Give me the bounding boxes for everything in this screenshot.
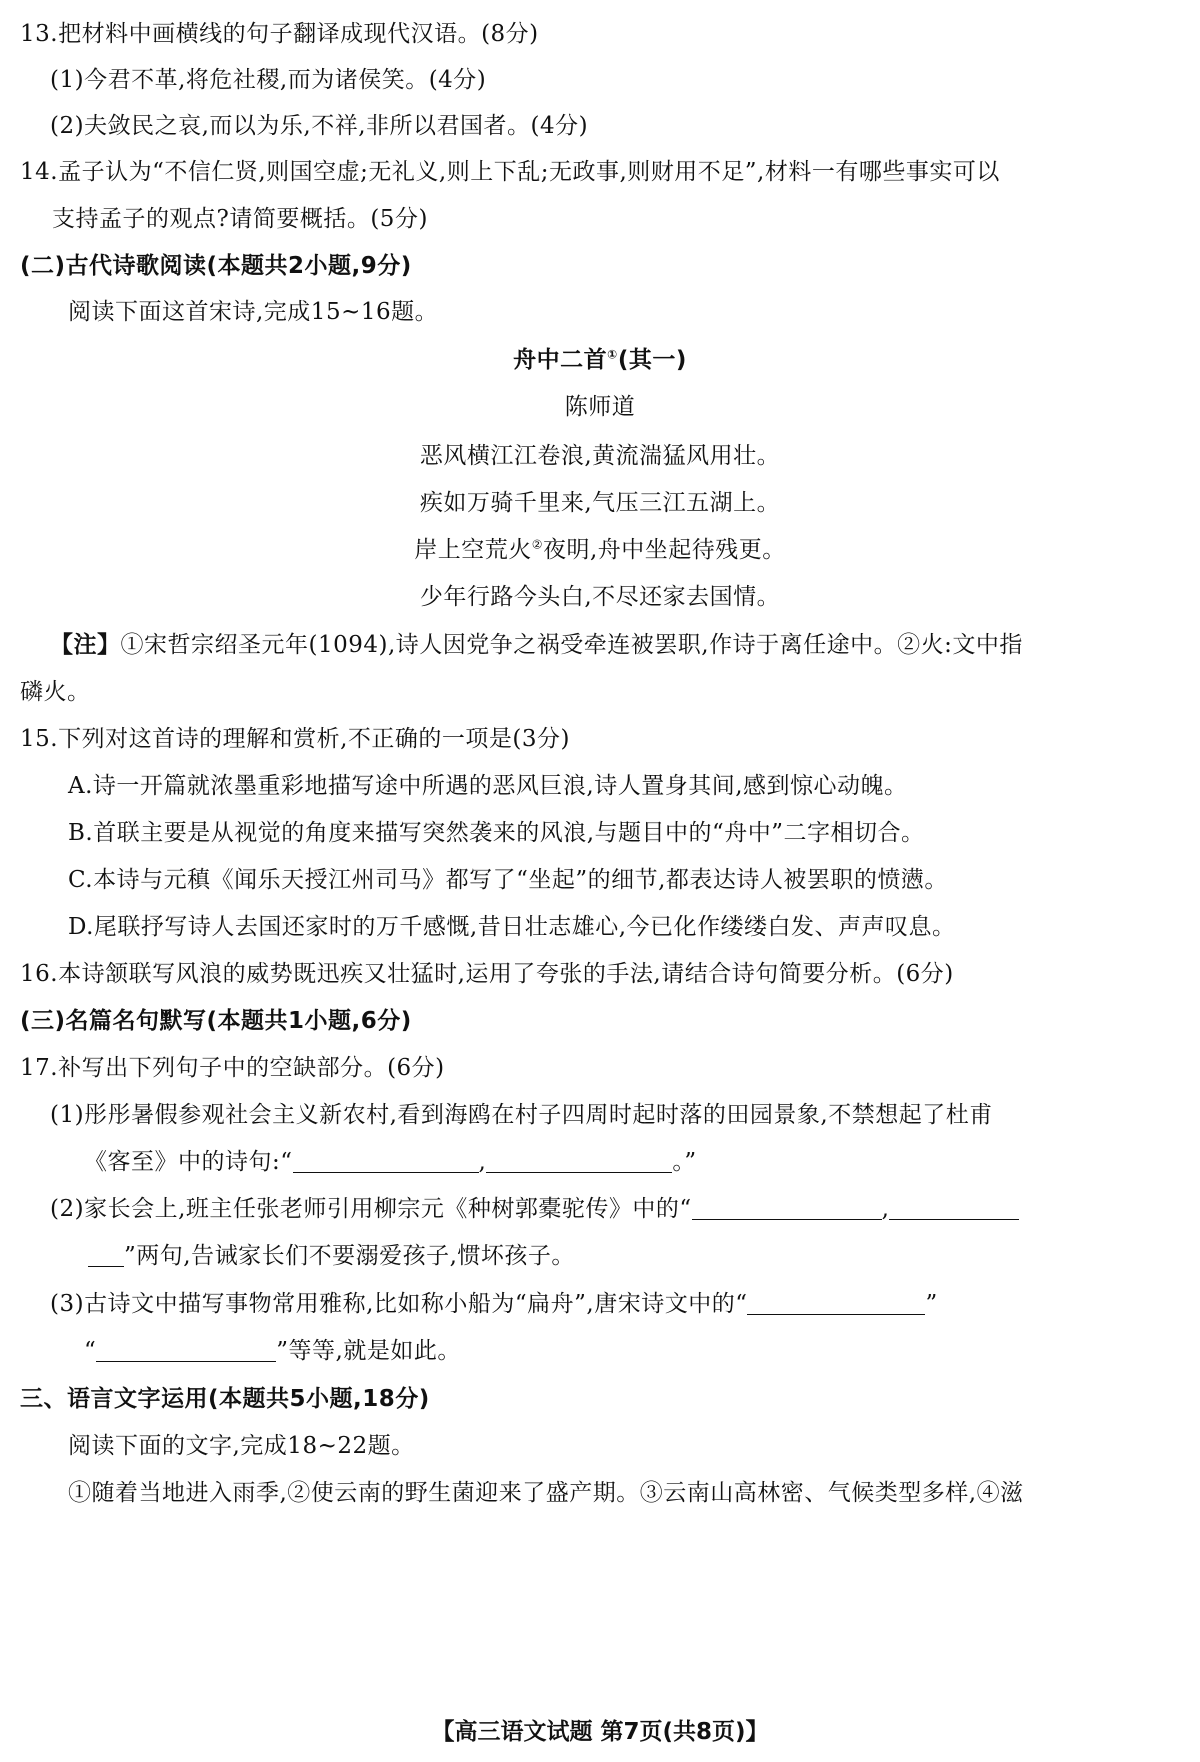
q17-sub2-line1	[50, 1193, 1019, 1225]
q17-stem: 17.补写出下列句子中的空缺部分。(6分)	[20, 1055, 445, 1081]
q17-sub2-suffix: ”两句,告诫家长们不要溺爱孩子,惯坏孩子。	[124, 1243, 575, 1269]
q15-option-d: D.尾联抒写诗人去国还家时的万千感慨,昔日壮志雄心,今已化作缕缕白发、声声叹息。	[68, 914, 956, 940]
q13-sub1: (1)今君不革,将危社稷,而为诸侯笑。(4分)	[50, 67, 487, 93]
poem-title-text: 舟中二首	[513, 347, 608, 373]
q17-blank-3[interactable]	[692, 1195, 882, 1220]
q16-stem: 16.本诗颔联写风浪的威势既迅疾又壮猛时,运用了夸张的手法,请结合诗句简要分析。(6分)	[20, 961, 954, 987]
part3-intro: 阅读下面的文字,完成18~22题。	[68, 1433, 415, 1459]
q15-option-a: A.诗一开篇就浓墨重彩地描写途中所遇的恶风巨浪,诗人置身其间,感到惊心动魄。	[68, 773, 908, 799]
q17-blank-4-part2[interactable]	[88, 1242, 124, 1267]
page-footer: 【高三语文试题 第7页(共8页)】	[431, 1719, 769, 1745]
q17-sub3-suffix2: ”等等,就是如此。	[276, 1338, 461, 1364]
q17-sub2-prefix: (2)家长会上,班主任张老师引用柳宗元《种树郭橐驼传》中的“	[50, 1196, 692, 1222]
section3-heading: (三)名篇名句默写(本题共1小题,6分)	[20, 1008, 412, 1034]
poem-line-3	[0, 534, 1200, 566]
q14-line1: 14.孟子认为“不信仁贤,则国空虚;无礼义,则上下乱;无政事,则财用不足”,材料一有哪些事实可以	[20, 159, 1000, 185]
q17-blank-4-part1[interactable]	[889, 1195, 1019, 1220]
poem-line-4: 少年行路今头白,不尽还家去国情。	[419, 584, 781, 610]
poem-line-3-note-mark: ②	[531, 537, 543, 552]
q17-blank-2[interactable]	[486, 1148, 672, 1173]
q13-stem: 13.把材料中画横线的句子翻译成现代汉语。(8分)	[20, 21, 539, 47]
q17-sub2-comma: ,	[881, 1196, 890, 1222]
q17-sub1-line1: (1)彤彤暑假参观社会主义新农村,看到海鸥在村子四周时起时落的田园景象,不禁想起了杜甫	[50, 1102, 993, 1128]
q17-sub2-line2	[88, 1240, 575, 1272]
poem-line-1: 恶风横江江卷浪,黄流湍猛风用壮。	[419, 443, 781, 469]
q17-sub1-comma: ,	[478, 1149, 487, 1175]
q17-sub1-line2	[84, 1146, 697, 1178]
q14-line2: 支持孟子的观点?请简要概括。(5分)	[52, 206, 428, 232]
section2-intro: 阅读下面这首宋诗,完成15~16题。	[68, 299, 439, 325]
poem-author: 陈师道	[564, 394, 636, 420]
section2-heading: (二)古代诗歌阅读(本题共2小题,9分)	[20, 253, 412, 279]
q17-sub3-line2	[84, 1335, 461, 1367]
poem-line-3b: 夜明,舟中坐起待残更。	[542, 537, 786, 563]
q17-sub1-prefix: 《客至》中的诗句:“	[84, 1149, 293, 1175]
q17-sub3-line1	[50, 1288, 938, 1320]
q17-sub3-suffix1: ”	[925, 1291, 938, 1317]
notes-line2: 磷火。	[20, 679, 91, 705]
q17-blank-5[interactable]	[747, 1290, 925, 1315]
notes-text1: ①宋哲宗绍圣元年(1094),诗人因党争之祸受牵连被罢职,作诗于离任途中。②火:文中指	[120, 632, 1023, 658]
q17-sub1-end: 。”	[672, 1149, 697, 1175]
q17-blank-6[interactable]	[96, 1337, 276, 1362]
q17-sub3-prefix: (3)古诗文中描写事物常用雅称,比如称小船为“扁舟”,唐宋诗文中的“	[50, 1291, 748, 1317]
part3-heading: 三、语言文字运用(本题共5小题,18分)	[20, 1386, 430, 1412]
poem-line-2: 疾如万骑千里来,气压三江五湖上。	[419, 490, 781, 516]
q17-blank-1[interactable]	[293, 1148, 479, 1173]
q13-sub2: (2)夫敛民之哀,而以为乐,不祥,非所以君国者。(4分)	[50, 113, 589, 139]
part3-text: ①随着当地进入雨季,②使云南的野生菌迎来了盛产期。③云南山高林密、气候类型多样,④滋	[68, 1480, 1024, 1506]
poem-line-3a: 岸上空荒火	[414, 537, 532, 563]
q15-stem: 15.下列对这首诗的理解和赏析,不正确的一项是(3分)	[20, 726, 570, 752]
poem-title-note-mark: ①	[607, 347, 618, 362]
q17-sub3-open-quote: “	[84, 1338, 97, 1364]
notes-label: 【注】	[50, 632, 121, 658]
q15-option-b: B.首联主要是从视觉的角度来描写突然袭来的风浪,与题目中的“舟中”二字相切合。	[68, 820, 925, 846]
poem-title	[0, 344, 1200, 376]
poem-title-suffix: (其一)	[617, 347, 687, 373]
notes-line1	[50, 629, 1023, 661]
q15-option-c: C.本诗与元稹《闻乐天授江州司马》都写了“坐起”的细节,都表达诗人被罢职的愤懑。	[68, 867, 948, 893]
